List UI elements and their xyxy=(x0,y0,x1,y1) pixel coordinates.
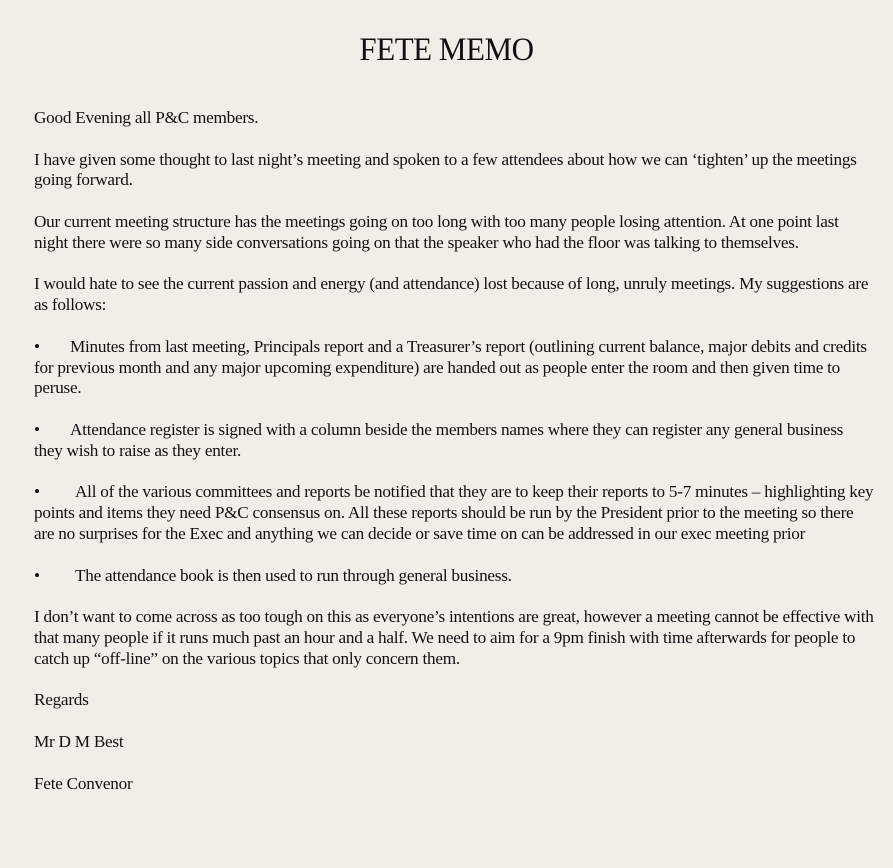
greeting: Good Evening all P&C members. xyxy=(34,108,259,127)
memo-title: FETE MEMO xyxy=(359,32,534,68)
bullet-icon: • xyxy=(34,565,40,585)
list-item-text: Attendance register is signed with a column beside the members names where they can register any general business they wish to raise as they enter. xyxy=(34,419,844,460)
author-role: Fete Convenor xyxy=(34,773,133,793)
bullet-icon: • xyxy=(34,482,40,502)
signoff: Regards xyxy=(34,690,89,710)
list-item xyxy=(34,337,874,399)
memo-body xyxy=(34,108,874,815)
paragraph-closing: I don’t want to come across as too tough on this as everyone’s intentions are great, however a meeting cannot be effective with that many people if it runs much past an hour and a half. We need to aim for a 9pm finish with time afterwards for people to catch up “off-line” on the various topics that only concern them. xyxy=(34,607,874,668)
list-item xyxy=(34,482,874,544)
list-item-text: The attendance book is then used to run through general business. xyxy=(75,565,512,585)
paragraph-suggestions: I would hate to see the current passion and energy (and attendance) lost because of long, unruly meetings. My suggestions are as follows: xyxy=(34,274,869,315)
list-item xyxy=(34,566,874,587)
list-item xyxy=(34,420,874,462)
paragraph-intro: I have given some thought to last night’s meeting and spoken to a few attendees about how we can ‘tighten’ up the meetings going forward. xyxy=(34,149,857,190)
list-item-text: Minutes from last meeting, Principals report and a Treasurer’s report (outlining current balance, major debits and credits for previous month and any major upcoming expenditure) are handed out as people enter the room and then given time to peruse. xyxy=(34,336,867,398)
suggestions-list xyxy=(34,337,874,587)
bullet-icon: • xyxy=(34,336,40,356)
paragraph-problem: Our current meeting structure has the meetings going on too long with too many people losing attention. At one point last night there were so many side conversations going on that the speaker who had the floor was talking to themselves. xyxy=(34,211,839,252)
author-name: Mr D M Best xyxy=(34,731,124,751)
list-item-text: All of the various committees and reports be notified that they are to keep their reports to 5-7 minutes – highlighting key points and items they need P&C consensus on. All these reports should be run by the President prior to the meeting so there are no surprises for the Exec and anything we can decide or save time on can be addressed in our exec meeting prior xyxy=(34,482,874,543)
bullet-icon: • xyxy=(34,419,40,439)
